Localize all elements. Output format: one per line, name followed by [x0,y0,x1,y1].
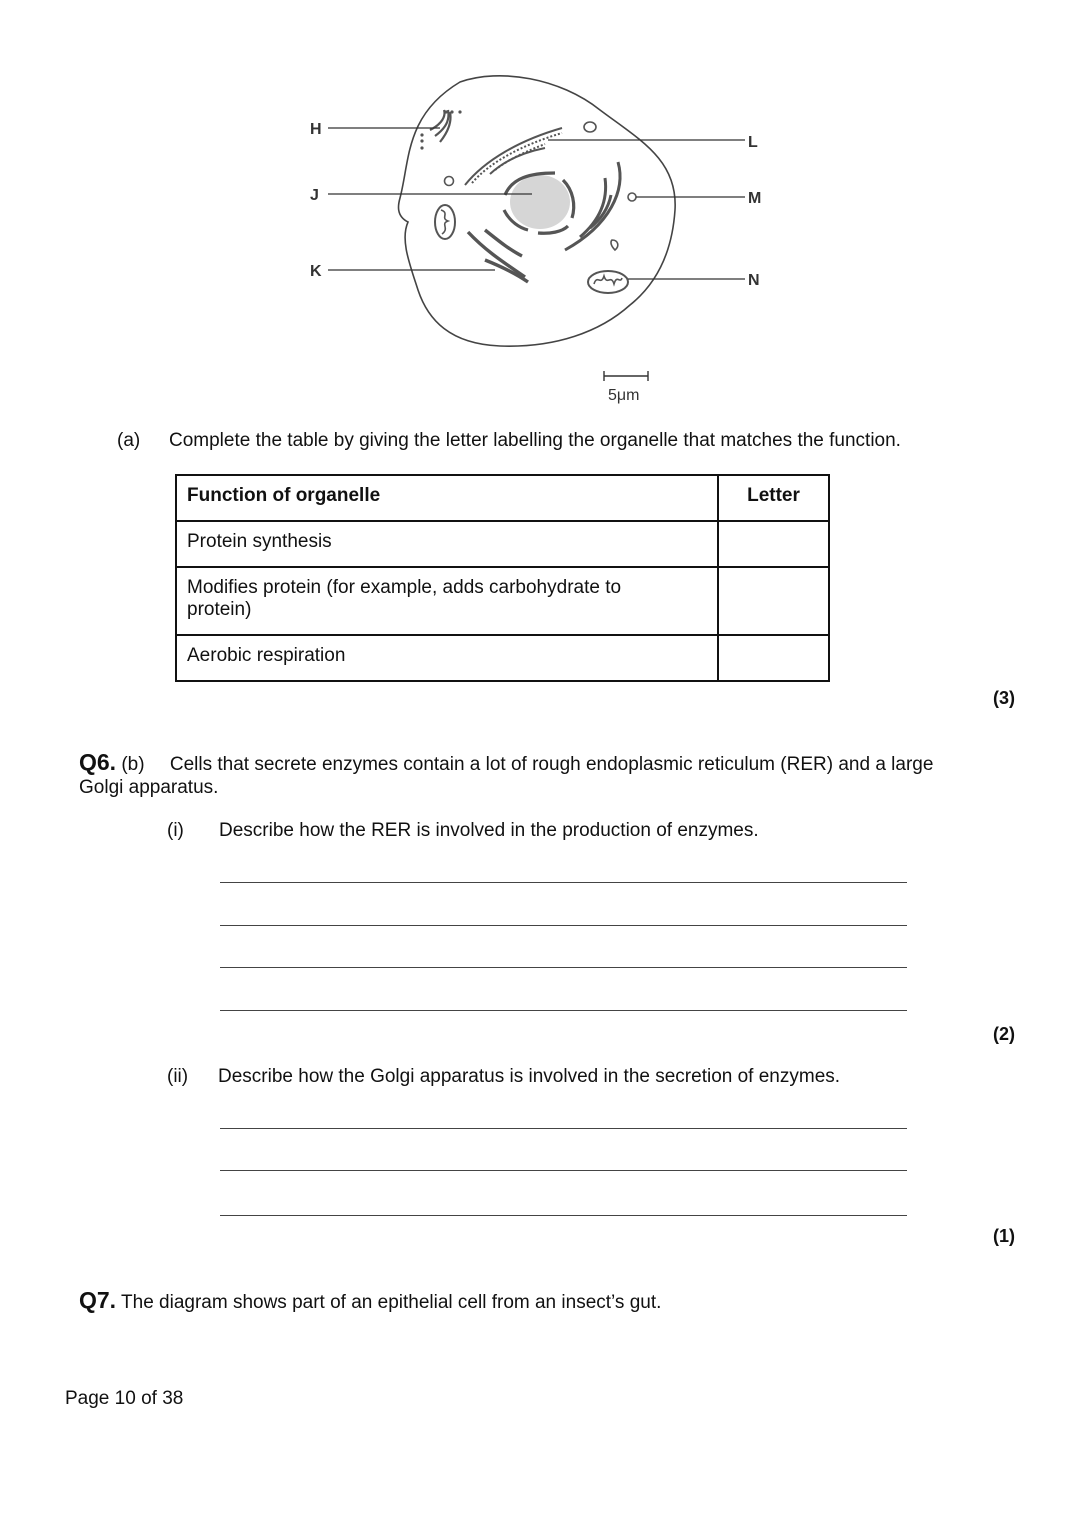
table-row [176,635,829,681]
scale-bar [604,371,648,381]
q6b-text-line2: Golgi apparatus. [79,777,219,798]
organelle-N [588,271,628,293]
answer-line[interactable] [220,1215,907,1216]
label-N: N [748,272,760,289]
header-letter: Letter [718,475,829,521]
answer-line[interactable] [220,882,907,883]
answer-line[interactable] [220,1010,907,1011]
header-function: Function of organelle [176,475,718,521]
q7-text: The diagram shows part of an epithelial cell from an insect’s gut. [121,1292,662,1313]
letter-answer-cell[interactable] [718,567,829,635]
q6-number: Q6. [79,749,117,775]
q6b-heading [79,751,933,776]
function-cell: Aerobic respiration [176,635,718,681]
label-H: H [310,121,322,138]
q7-number: Q7. [79,1287,117,1313]
q6b-ii-marks: (1) [993,1226,1015,1246]
answer-line[interactable] [220,1128,907,1129]
organelle-H [430,110,451,142]
part-a-marks: (3) [993,688,1015,708]
answer-line[interactable] [220,925,907,926]
table-row [176,521,829,567]
part-a-label: (a) [117,430,141,451]
scale-bar-label: 5μm [608,387,640,404]
answer-line[interactable] [220,967,907,968]
q6b-ii-label: (ii) [167,1066,189,1087]
label-M: M [748,190,762,207]
page-number: Page 10 of 38 [65,1388,184,1409]
organelle-K [468,230,528,282]
organelle-J [504,173,574,233]
table-row [176,567,829,635]
mitochondrion-left [435,205,455,239]
q6b-part: (b) [121,754,145,775]
organelle-function-table [175,474,830,682]
q6b-text-line1: Cells that secrete enzymes contain a lot of rough endoplasmic reticulum (RER) and a large [169,754,934,775]
label-K: K [310,263,322,280]
cell-diagram [300,70,780,410]
label-J: J [310,187,319,204]
q6b-i-label: (i) [167,820,184,841]
letter-answer-cell[interactable] [718,521,829,567]
q6b-i-marks: (2) [993,1024,1015,1044]
letter-answer-cell[interactable] [718,635,829,681]
answer-line[interactable] [220,1170,907,1171]
q7-heading [79,1289,661,1314]
organelle-M [628,193,636,201]
function-cell: Protein synthesis [176,521,718,567]
table-header-row [176,475,829,521]
function-cell: Modifies protein (for example, adds carbohydrate to protein) [176,567,718,635]
label-L: L [748,134,758,151]
q6b-ii-prompt: Describe how the Golgi apparatus is involved in the secretion of enzymes. [218,1066,841,1087]
q6b-i-prompt: Describe how the RER is involved in the production of enzymes. [219,820,759,841]
part-a-instruction: Complete the table by giving the letter labelling the organelle that matches the function. [169,430,901,451]
